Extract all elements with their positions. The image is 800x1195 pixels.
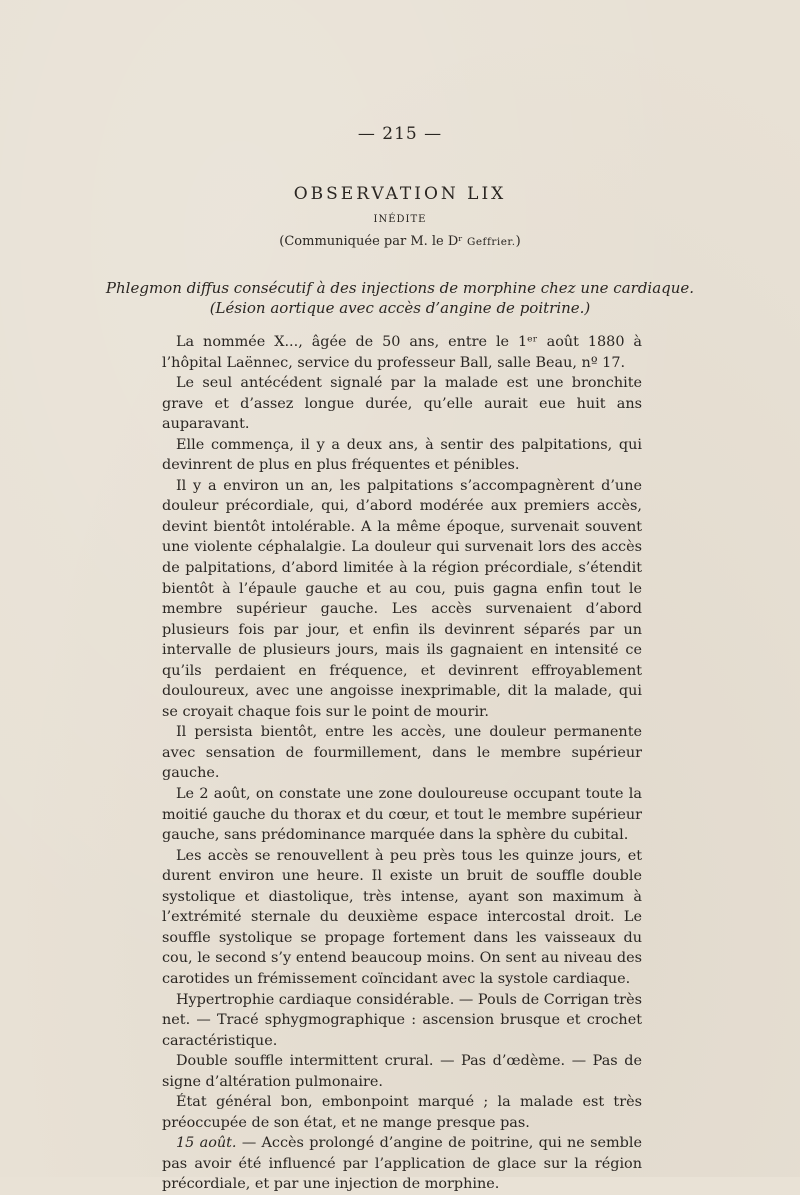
body-text (162, 332, 642, 1195)
case-heading-title: Phlegmon diffus consécutif à des injections de morphine chez une cardiaque. (105, 279, 695, 297)
entry-text: — Accès prolongé d’angine de poitrine, qui ne semble pas avoir été influencé par l’application de glace sur la région précordiale, et par une injection de morphine. (162, 1135, 642, 1193)
paragraph: Il y a environ un an, les palpitations s’accompagnèrent d’une douleur précordiale, qui, d’abord modérée aux premiers accès, devint bientôt intolérable. A la même époque, survenait souvent une violente céphalalgie. La douleur qui survenait lors des accès de palpitations, d’abord limitée à la région précordiale, s’étendit bientôt à l’épaule gauche et au cou, puis gagna enfin tout le membre supérieur gauche. Les accès survenaient d’abord plusieurs fois par jour, et enfin ils devinrent séparés par un intervalle de plusieurs jours, mais ils gagnaient en intensité ce qu’ils perdaient en fréquence, et devinrent effroyablement douloureux, avec une angoisse inexprimable, dit la malade, qui se croyait chaque fois sur le point de mourir. (162, 477, 642, 720)
paragraph: Elle commença, il y a deux ans, à sentir des palpitations, qui devinrent de plus en plus fréquentes et pénibles. (162, 436, 642, 474)
observation-subtitle: INÉDITE (373, 214, 427, 225)
paragraph: Les accès se renouvellent à peu près tous les quinze jours, et durent environ une heure. Il existe un bruit de souffle double systolique et diastolique, très intense, ayant son maximum à l’extrémité sternale du deuxième espace intercostal droit. Le souffle systolique se propage fortement dans les vaisseaux du cou, le second s’y entend beaucoup moins. On sent au niveau des carotides un frémissement coïncidant avec la systole cardiaque. (162, 847, 642, 987)
paragraph-last (162, 1133, 642, 1195)
case-heading (0, 278, 800, 318)
communicated-prefix: (Communiquée par M. le Dʳ (279, 234, 467, 249)
paragraph: Le seul antécédent signalé par la malade est une bronchite grave et d’assez longue durée, qu’elle aurait eue huit ans auparavant. (162, 375, 642, 433)
paragraph: Double souffle intermittent crural. — Pas d’œdème. — Pas de signe d’altération pulmonaire. (162, 1053, 642, 1090)
observation-title: OBSERVATION LIX (293, 184, 507, 204)
communicated-name: Geffrier. (466, 236, 516, 248)
entry-date: 15 août. (176, 1135, 237, 1152)
page-number: — 215 — (357, 124, 443, 144)
communicated-by (0, 234, 800, 249)
paragraph: État général bon, embonpoint marqué ; la malade est très préoccupée de son état, et ne mange presque pas. (162, 1094, 642, 1131)
case-heading-subtitle: (Lésion aortique avec accès d’angine de poitrine.) (209, 299, 591, 317)
paragraph: La nommée X..., âgée de 50 ans, entre le 1ᵉʳ août 1880 à l’hôpital Laënnec, service du professeur Ball, salle Beau, nº 17. (162, 334, 642, 371)
communicated-suffix: ) (515, 234, 521, 249)
paragraph: Il persista bientôt, entre les accès, une douleur permanente avec sensation de fourmillement, dans le membre supérieur gauche. (162, 724, 642, 782)
paragraph: Le 2 août, on constate une zone douloureuse occupant toute la moitié gauche du thorax et du cœur, et tout le membre supérieur gauche, sans prédominance marquée dans la sphère du cubital. (162, 786, 642, 844)
paragraph: Hypertrophie cardiaque considérable. — Pouls de Corrigan très net. — Tracé sphygmographique : ascension brusque et crochet caractéristique. (162, 991, 643, 1049)
